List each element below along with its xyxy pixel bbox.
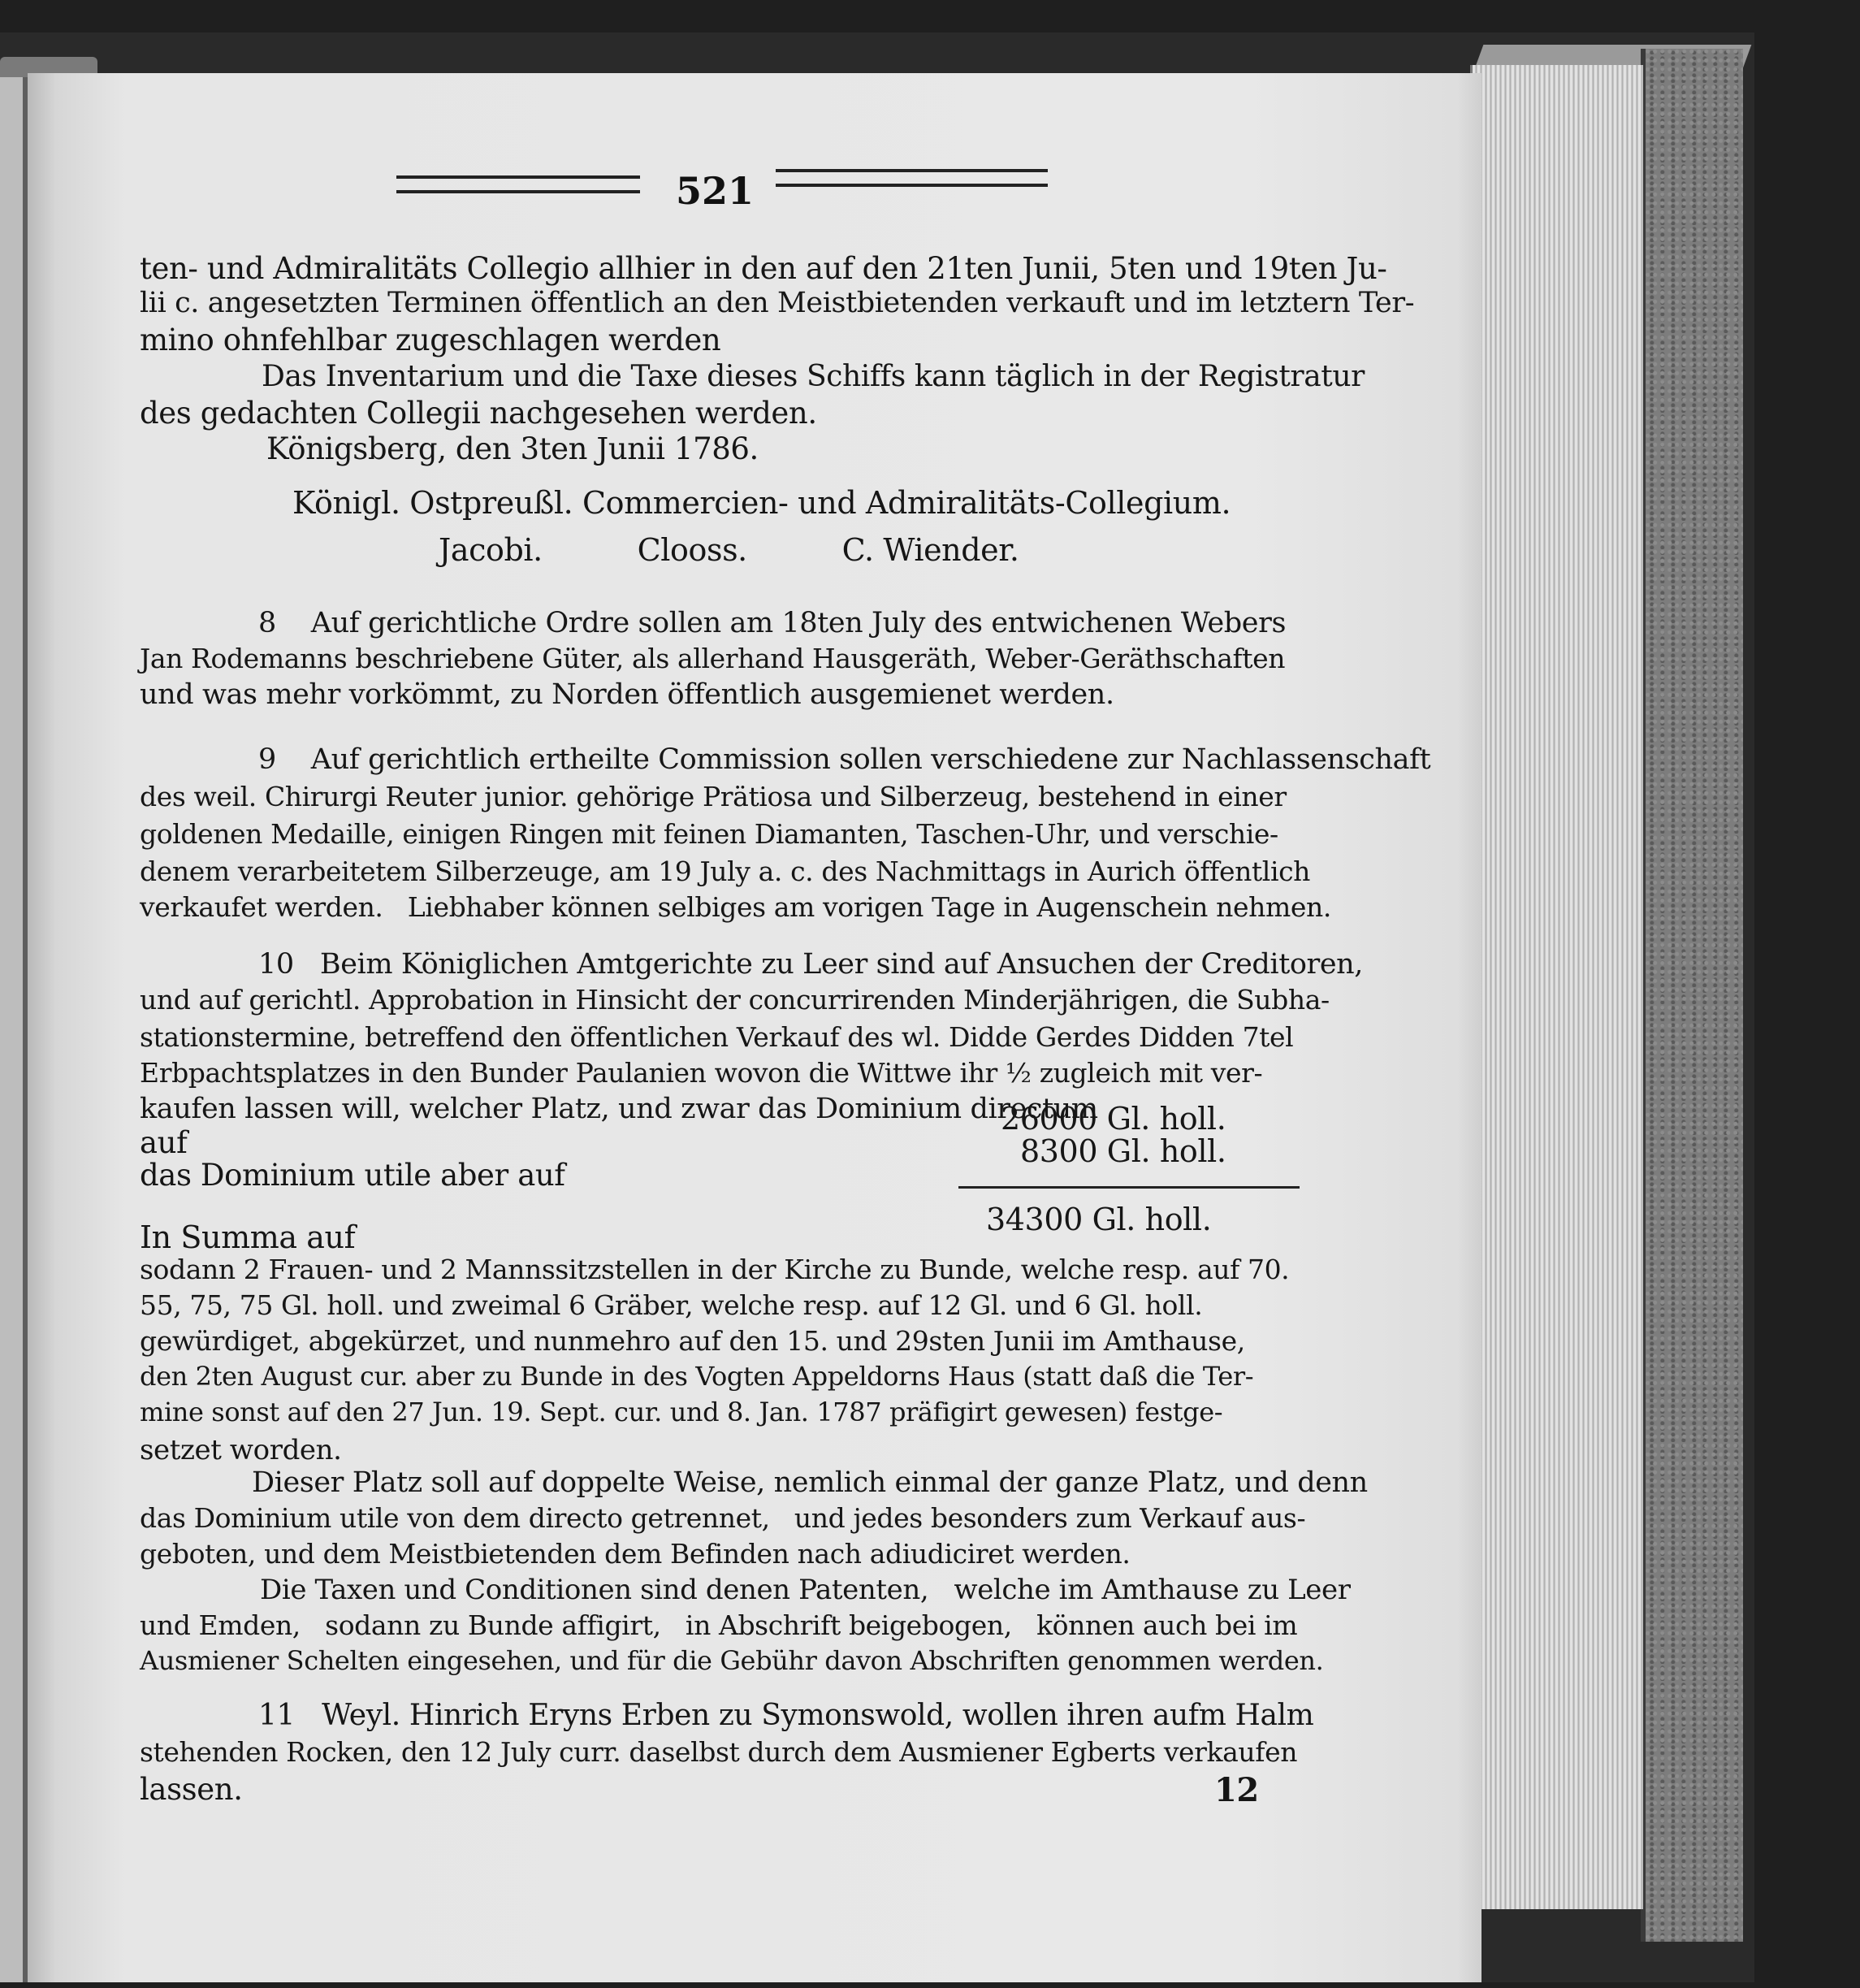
page-number: 521 xyxy=(675,169,755,213)
notice-10-line: das Dominium utile aber auf xyxy=(140,1158,565,1193)
notice-8-line: 8 Auf gerichtliche Ordre sollen am 18ten July des entwichenen Webers xyxy=(258,607,1287,639)
header-rule-right xyxy=(776,169,1048,187)
notice-10-line: den 2ten August cur. aber zu Bunde in des Vogten Appeldorns Haus (statt daß die Ter- xyxy=(140,1361,1254,1392)
notice-10-line: Ausmiener Schelten eingesehen, und für die Gebühr davon Abschriften genommen werden. xyxy=(140,1645,1324,1676)
notice-10-line: und auf gerichtl. Approbation in Hinsicht der concurrirenden Minderjährigen, die Subha- xyxy=(140,984,1330,1016)
notice-9-line: verkaufet werden. Liebhaber können selbiges am vorigen Tage in Augenschein nehmen. xyxy=(140,891,1331,923)
notice-9-line: 9 Auf gerichtlich ertheilte Commission sollen verschiedene zur Nachlassenschaft xyxy=(258,743,1431,776)
notice-11-line: 11 Weyl. Hinrich Eryns Erben zu Symonswold, wollen ihren aufm Halm xyxy=(258,1699,1314,1732)
notice-10-line: Dieser Platz soll auf doppelte Weise, nemlich einmal der ganze Platz, und denn xyxy=(252,1466,1368,1499)
notice-10-line: Die Taxen und Conditionen sind denen Patenten, welche im Amthause zu Leer xyxy=(260,1574,1351,1606)
text-line: Königsberg, den 3ten Junii 1786. xyxy=(266,431,759,466)
notice-10-line: stationstermine, betreffend den öffentlichen Verkauf des wl. Didde Gerdes Didden 7tel xyxy=(140,1021,1294,1053)
notice-10-line: mine sonst auf den 27 Jun. 19. Sept. cur. und 8. Jan. 1787 präfigirt gewesen) festge- xyxy=(140,1397,1223,1427)
notice-10-line: 55, 75, 75 Gl. holl. und zweimal 6 Gräber, welche resp. auf 12 Gl. und 6 Gl. holl. xyxy=(140,1289,1203,1321)
notice-8-line: und was mehr vorkömmt, zu Norden öffentlich ausgemienet werden. xyxy=(140,678,1114,711)
notice-9-line: des weil. Chirurgi Reuter junior. gehörige Prätiosa und Silberzeug, bestehend in einer xyxy=(140,781,1287,812)
notice-10-line: kaufen lassen will, welcher Platz, und zwar das Dominium directum xyxy=(140,1093,1098,1125)
text-line: ten- und Admiralitäts Collegio allhier in den auf den 21ten Junii, 5ten und 19ten Ju- xyxy=(140,251,1387,286)
notice-10-line: das Dominium utile von dem directo getrennet, und jedes besonders zum Verkauf aus- xyxy=(140,1502,1306,1534)
notice-10-line: Erbpachtsplatzes in den Bunder Paulanien wovon die Wittwe ihr ½ zugleich mit ver- xyxy=(140,1057,1263,1089)
notice-8-line: Jan Rodemanns beschriebene Güter, als allerhand Hausgeräth, Weber-Geräthschaften xyxy=(140,643,1286,674)
notice-11-line: lassen. xyxy=(140,1772,243,1807)
amount-utile: 8300 Gl. holl. xyxy=(1020,1133,1226,1169)
text-line: lii c. angesetzten Terminen öffentlich an den Meistbietenden verkauft und im letztern Ter- xyxy=(140,287,1415,319)
text-line: Das Inventarium und die Taxe dieses Schiffs kann täglich in der Registratur xyxy=(262,360,1365,393)
notice-9-line: denem verarbeitetem Silberzeuge, am 19 July a. c. des Nachmittags in Aurich öffentlich xyxy=(140,855,1311,887)
notice-11-line: stehenden Rocken, den 12 July curr. daselbst durch dem Ausmiener Egberts verkaufen xyxy=(140,1736,1298,1768)
header-rule-left xyxy=(396,175,640,193)
catchword: 12 xyxy=(1214,1771,1259,1809)
notice-10-line: sodann 2 Frauen- und 2 Mannssitzstellen in der Kirche zu Bunde, welche resp. auf 70. xyxy=(140,1254,1290,1285)
notice-10-line: gewürdiget, abgekürzet, und nunmehro auf den 15. und 29sten Junii im Amthause, xyxy=(140,1325,1245,1357)
text-line: Königl. Ostpreußl. Commercien- und Admiralitäts-Collegium. xyxy=(292,485,1231,521)
text-line: mino ohnfehlbar zugeschlagen werden xyxy=(140,323,721,357)
signatories: Jacobi. Clooss. C. Wiender. xyxy=(439,532,1019,568)
notice-10-line: und Emden, sodann zu Bunde affigirt, in Abschrift beigebogen, können auch bei im xyxy=(140,1609,1298,1641)
notice-10-line: setzet worden. xyxy=(140,1434,342,1466)
notice-10-line: geboten, und dem Meistbietenden dem Befinden nach adiudiciret werden. xyxy=(140,1538,1131,1570)
text-line: des gedachten Collegii nachgesehen werden. xyxy=(140,396,817,431)
notice-10-line: 10 Beim Königlichen Amtgerichte zu Leer sind auf Ansuchen der Creditoren, xyxy=(258,948,1364,981)
notice-10-line: In Summa auf xyxy=(140,1219,356,1255)
amount-summa: 34300 Gl. holl. xyxy=(986,1202,1212,1237)
sum-rule xyxy=(958,1186,1300,1189)
book-cover xyxy=(1641,49,1743,1942)
notice-9-line: goldenen Medaille, einigen Ringen mit feinen Diamanten, Taschen-Uhr, und verschie- xyxy=(140,818,1278,850)
notice-10-line: auf xyxy=(140,1125,188,1160)
amount-directum: 26000 Gl. holl. xyxy=(1001,1101,1226,1137)
page-edges xyxy=(1470,65,1643,1909)
left-page-edge xyxy=(0,77,28,1982)
